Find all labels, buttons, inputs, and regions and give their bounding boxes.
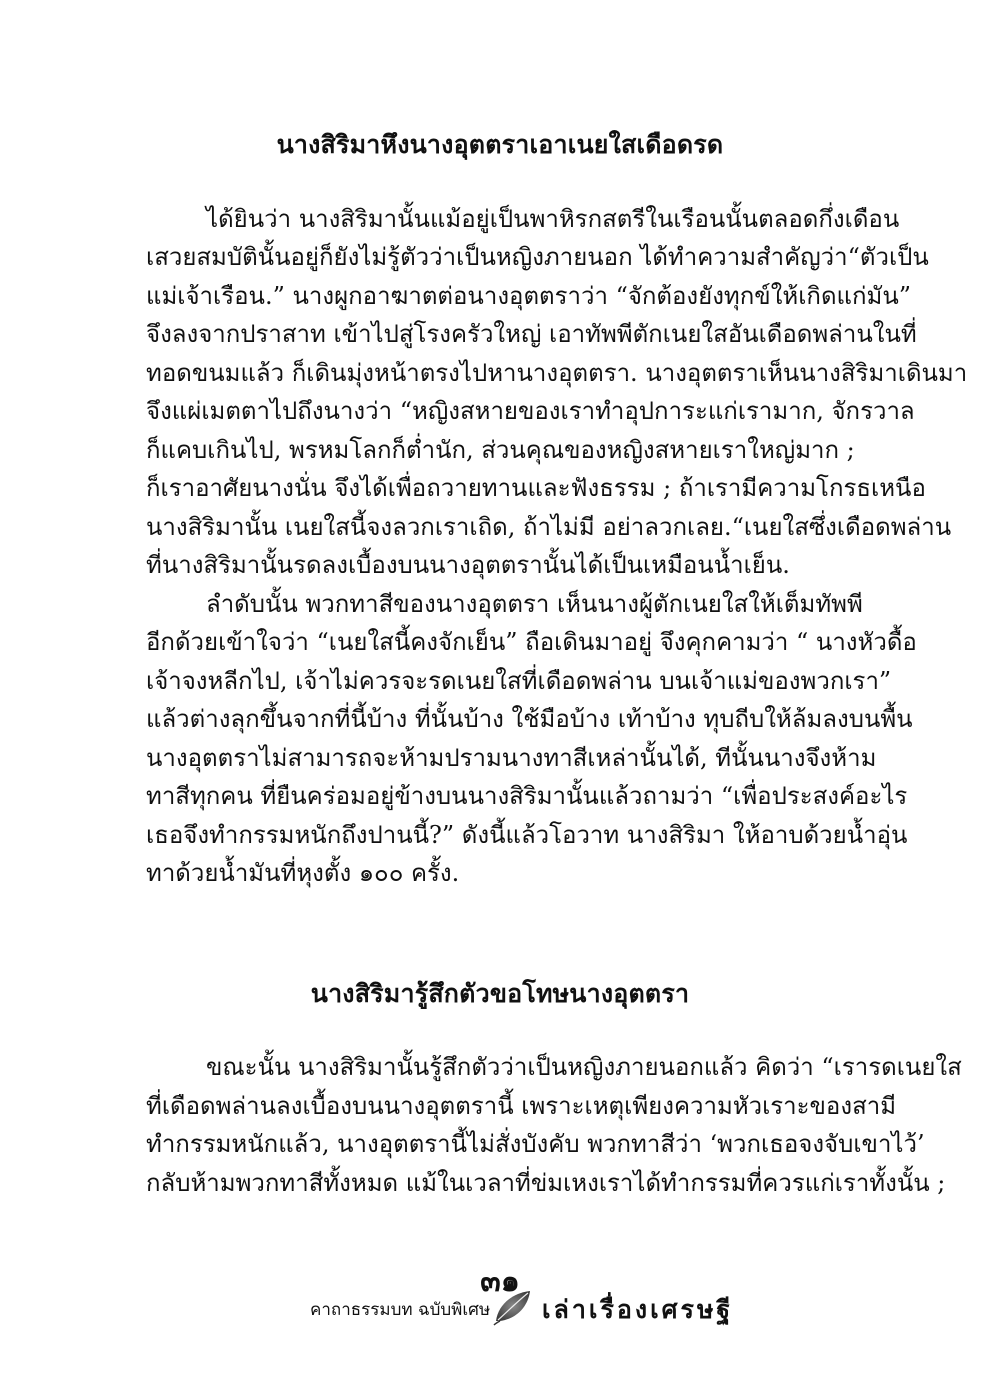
section-heading-1: นางสิริมาหึงนางอุตตราเอาเนยใสเดือดรด [276,130,724,159]
paragraph-line: ขณะนั้น นางสิริมานั้นรู้สึกตัวว่าเป็นหญิงภายนอกแล้ว คิดว่า “เรารดเนยใส [206,1053,962,1081]
paragraph-line: ที่นางสิริมานั้นรดลงเบื้องบนนางอุตตรานั้นได้เป็นเหมือนน้ำเย็น. [146,551,790,579]
book-title: คาถาธรรมบท ฉบับพิเศษ [310,1300,491,1320]
section-heading-2: นางสิริมารู้สึกตัวขอโทษนางอุตตรา [310,979,690,1008]
paragraph-line: จึงแผ่เมตตาไปถึงนางว่า “หญิงสหายของเราทำอุปการะแก่เรามาก, จักรวาล [146,397,915,425]
paragraph-line: ทอดขนมแล้ว ก็เดินมุ่งหน้าตรงไปหานางอุตตรา. นางอุตตราเห็นนางสิริมาเดินมา [146,359,968,387]
paragraph-line: ได้ยินว่า นางสิริมานั้นแม้อยู่เป็นพาหิรกสตรีในเรือนนั้นตลอดกึ่งเดือน [206,205,900,233]
paragraph-line: เจ้าจงหลีกไป, เจ้าไม่ควรจะรดเนยใสที่เดือดพล่าน บนเจ้าแม่ของพวกเรา” [146,667,892,695]
paragraph-line: แล้วต่างลุกขึ้นจากที่นี้บ้าง ที่นั้นบ้าง ใช้มือบ้าง เท้าบ้าง ทุบถีบให้ล้มลงบนพื้น [146,705,913,733]
leaf-icon [490,1287,536,1327]
series-title: เล่าเรื่องเศรษฐี [542,1295,734,1324]
paragraph-line: ทำกรรมหนักแล้ว, นางอุตตรานี้ไม่สั่งบังคับ พวกทาสีว่า ‘พวกเธอจงจับเขาไว้’ [146,1130,925,1158]
paragraph-line: กลับห้ามพวกทาสีทั้งหมด แม้ในเวลาที่ข่มเหงเราได้ทำกรรมที่ควรแก่เราทั้งนั้น ; [146,1169,946,1197]
paragraph-line: เสวยสมบัตินั้นอยู่ก็ยังไม่รู้ตัวว่าเป็นหญิงภายนอก ได้ทำความสำคัญว่า“ตัวเป็น [146,243,929,271]
paragraph-line: ก็แคบเกินไป, พรหมโลกก็ต่ำนัก, ส่วนคุณของหญิงสหายเราใหญ่มาก ; [146,436,855,464]
paragraph-line: ก็เราอาศัยนางนั่น จึงได้เพื่อถวายทานและฟังธรรม ; ถ้าเรามีความโกรธเหนือ [146,474,926,502]
page-number: ๓๑ [480,1264,520,1299]
paragraph-line: นางสิริมานั้น เนยใสนี้จงลวกเราเถิด, ถ้าไม่มี อย่าลวกเลย.“เนยใสซึ่งเดือดพล่าน [146,513,952,541]
paragraph-line: ทาสีทุกคน ที่ยืนคร่อมอยู่ข้างบนนางสิริมานั้นแล้วถามว่า “เพื่อประสงค์อะไร [146,782,908,810]
paragraph-line: นางอุตตราไม่สามารถจะห้ามปรามนางทาสีเหล่านั้นได้, ทีนั้นนางจึงห้าม [146,744,877,772]
paragraph-line: แม่เจ้าเรือน.” นางผูกอาฆาตต่อนางอุตตราว่า “จักต้องยังทุกข์ให้เกิดแก่มัน” [146,282,912,310]
paragraph-line: ที่เดือดพล่านลงเบื้องบนนางอุตตรานี้ เพราะเหตุเพียงความหัวเราะของสามี [146,1092,897,1120]
paragraph-line: ทาด้วยน้ำมันที่หุงตั้ง ๑๐๐ ครั้ง. [146,859,460,887]
paragraph-line: ลำดับนั้น พวกทาสีของนางอุตตรา เห็นนางผู้ตักเนยใสให้เต็มทัพพี [206,590,863,618]
paragraph-line: จึงลงจากปราสาท เข้าไปสู่โรงครัวใหญ่ เอาทัพพีตักเนยใสอันเดือดพล่านในที่ [146,320,917,348]
paragraph-line: อีกด้วยเข้าใจว่า “เนยใสนี้คงจักเย็น” ถือเดินมาอยู่ จึงคุกคามว่า “ นางหัวดื้อ [146,628,917,656]
paragraph-line: เธอจึงทำกรรมหนักถึงปานนี้?” ดังนี้แล้วโอวาท นางสิริมา ให้อาบด้วยน้ำอุ่น [146,821,908,849]
